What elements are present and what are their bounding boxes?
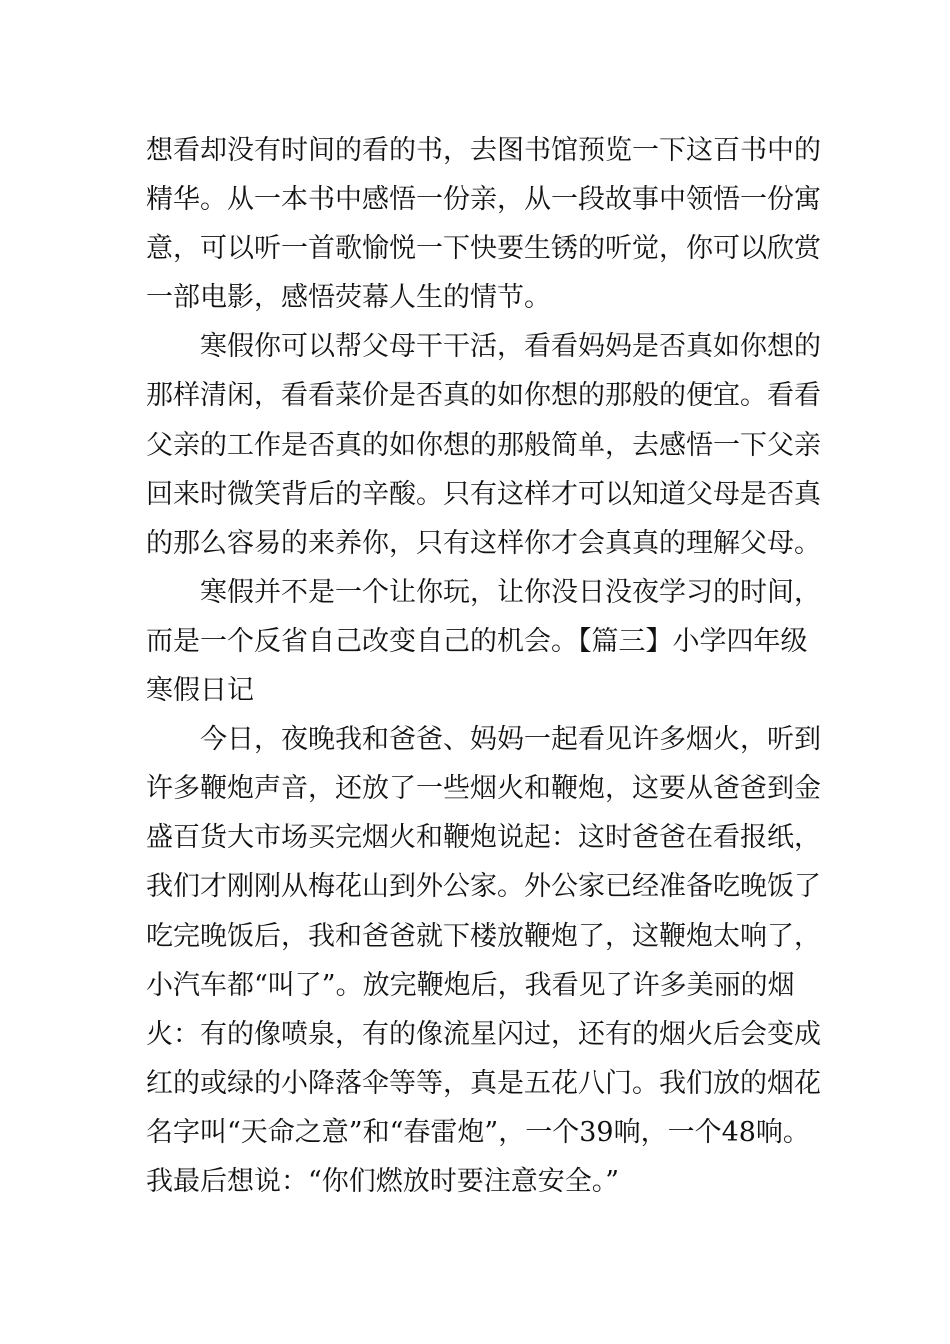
paragraph-first-line: 今日，夜晚我和爸爸、妈妈一起看见许多烟火，听到 (200, 724, 821, 756)
text-line: 许多鞭炮声音，还放了一些烟火和鞭炮，这要从爸爸到金 (146, 773, 821, 805)
text-line: 火：有的像喷泉，有的像流星闪过，还有的烟火后会变成 (146, 1018, 821, 1050)
section-title-line: 寒假日记 (146, 675, 254, 707)
paragraph-first-line: 寒假并不是一个让你玩，让你没日没夜学习的时间， (200, 576, 821, 608)
text-line: 小汽车都“叫了”。放完鞭炮后，我看见了许多美丽的烟 (146, 969, 795, 1001)
text-line: 一部电影，感悟荧幕人生的情节。 (146, 282, 551, 314)
text-line: 我最后想说：“你们燃放时要注意安全。” (146, 1165, 620, 1197)
text-line: 而是一个反省自己改变自己的机会。【篇三】小学四年级 (146, 625, 808, 657)
text-line: 我们才刚刚从梅花山到外公家。外公家已经准备吃晚饭了 (146, 871, 821, 903)
paragraph-first-line: 寒假你可以帮父母干干活，看看妈妈是否真如你想的 (200, 331, 821, 363)
text-line: 那样清闲，看看菜价是否真的如你想的那般的便宜。看看 (146, 380, 821, 412)
text-line: 意，可以听一首歌愉悦一下快要生锈的听觉，你可以欣赏 (146, 233, 821, 265)
text-line: 回来时微笑背后的辛酸。只有这样才可以知道父母是否真 (146, 478, 821, 510)
text-line: 父亲的工作是否真的如你想的那般简单，去感悟一下父亲 (146, 429, 821, 461)
text-line: 的那么容易的来养你，只有这样你才会真真的理解父母。 (146, 527, 821, 559)
document-body (146, 126, 836, 1206)
text-line: 精华。从一本书中感悟一份亲，从一段故事中领悟一份寓 (146, 184, 821, 216)
text-line: 吃完晚饭后，我和爸爸就下楼放鞭炮了，这鞭炮太响了， (146, 920, 821, 952)
text-line: 名字叫“天命之意”和“春雷炮”，一个39响，一个48响。 (146, 1116, 810, 1148)
text-line: 盛百货大市场买完烟火和鞭炮说起：这时爸爸在看报纸， (146, 822, 821, 854)
text-line: 想看却没有时间的看的书，去图书馆预览一下这百书中的 (146, 135, 821, 166)
text-line: 红的或绿的小降落伞等等，真是五花八门。我们放的烟花 (146, 1067, 821, 1099)
